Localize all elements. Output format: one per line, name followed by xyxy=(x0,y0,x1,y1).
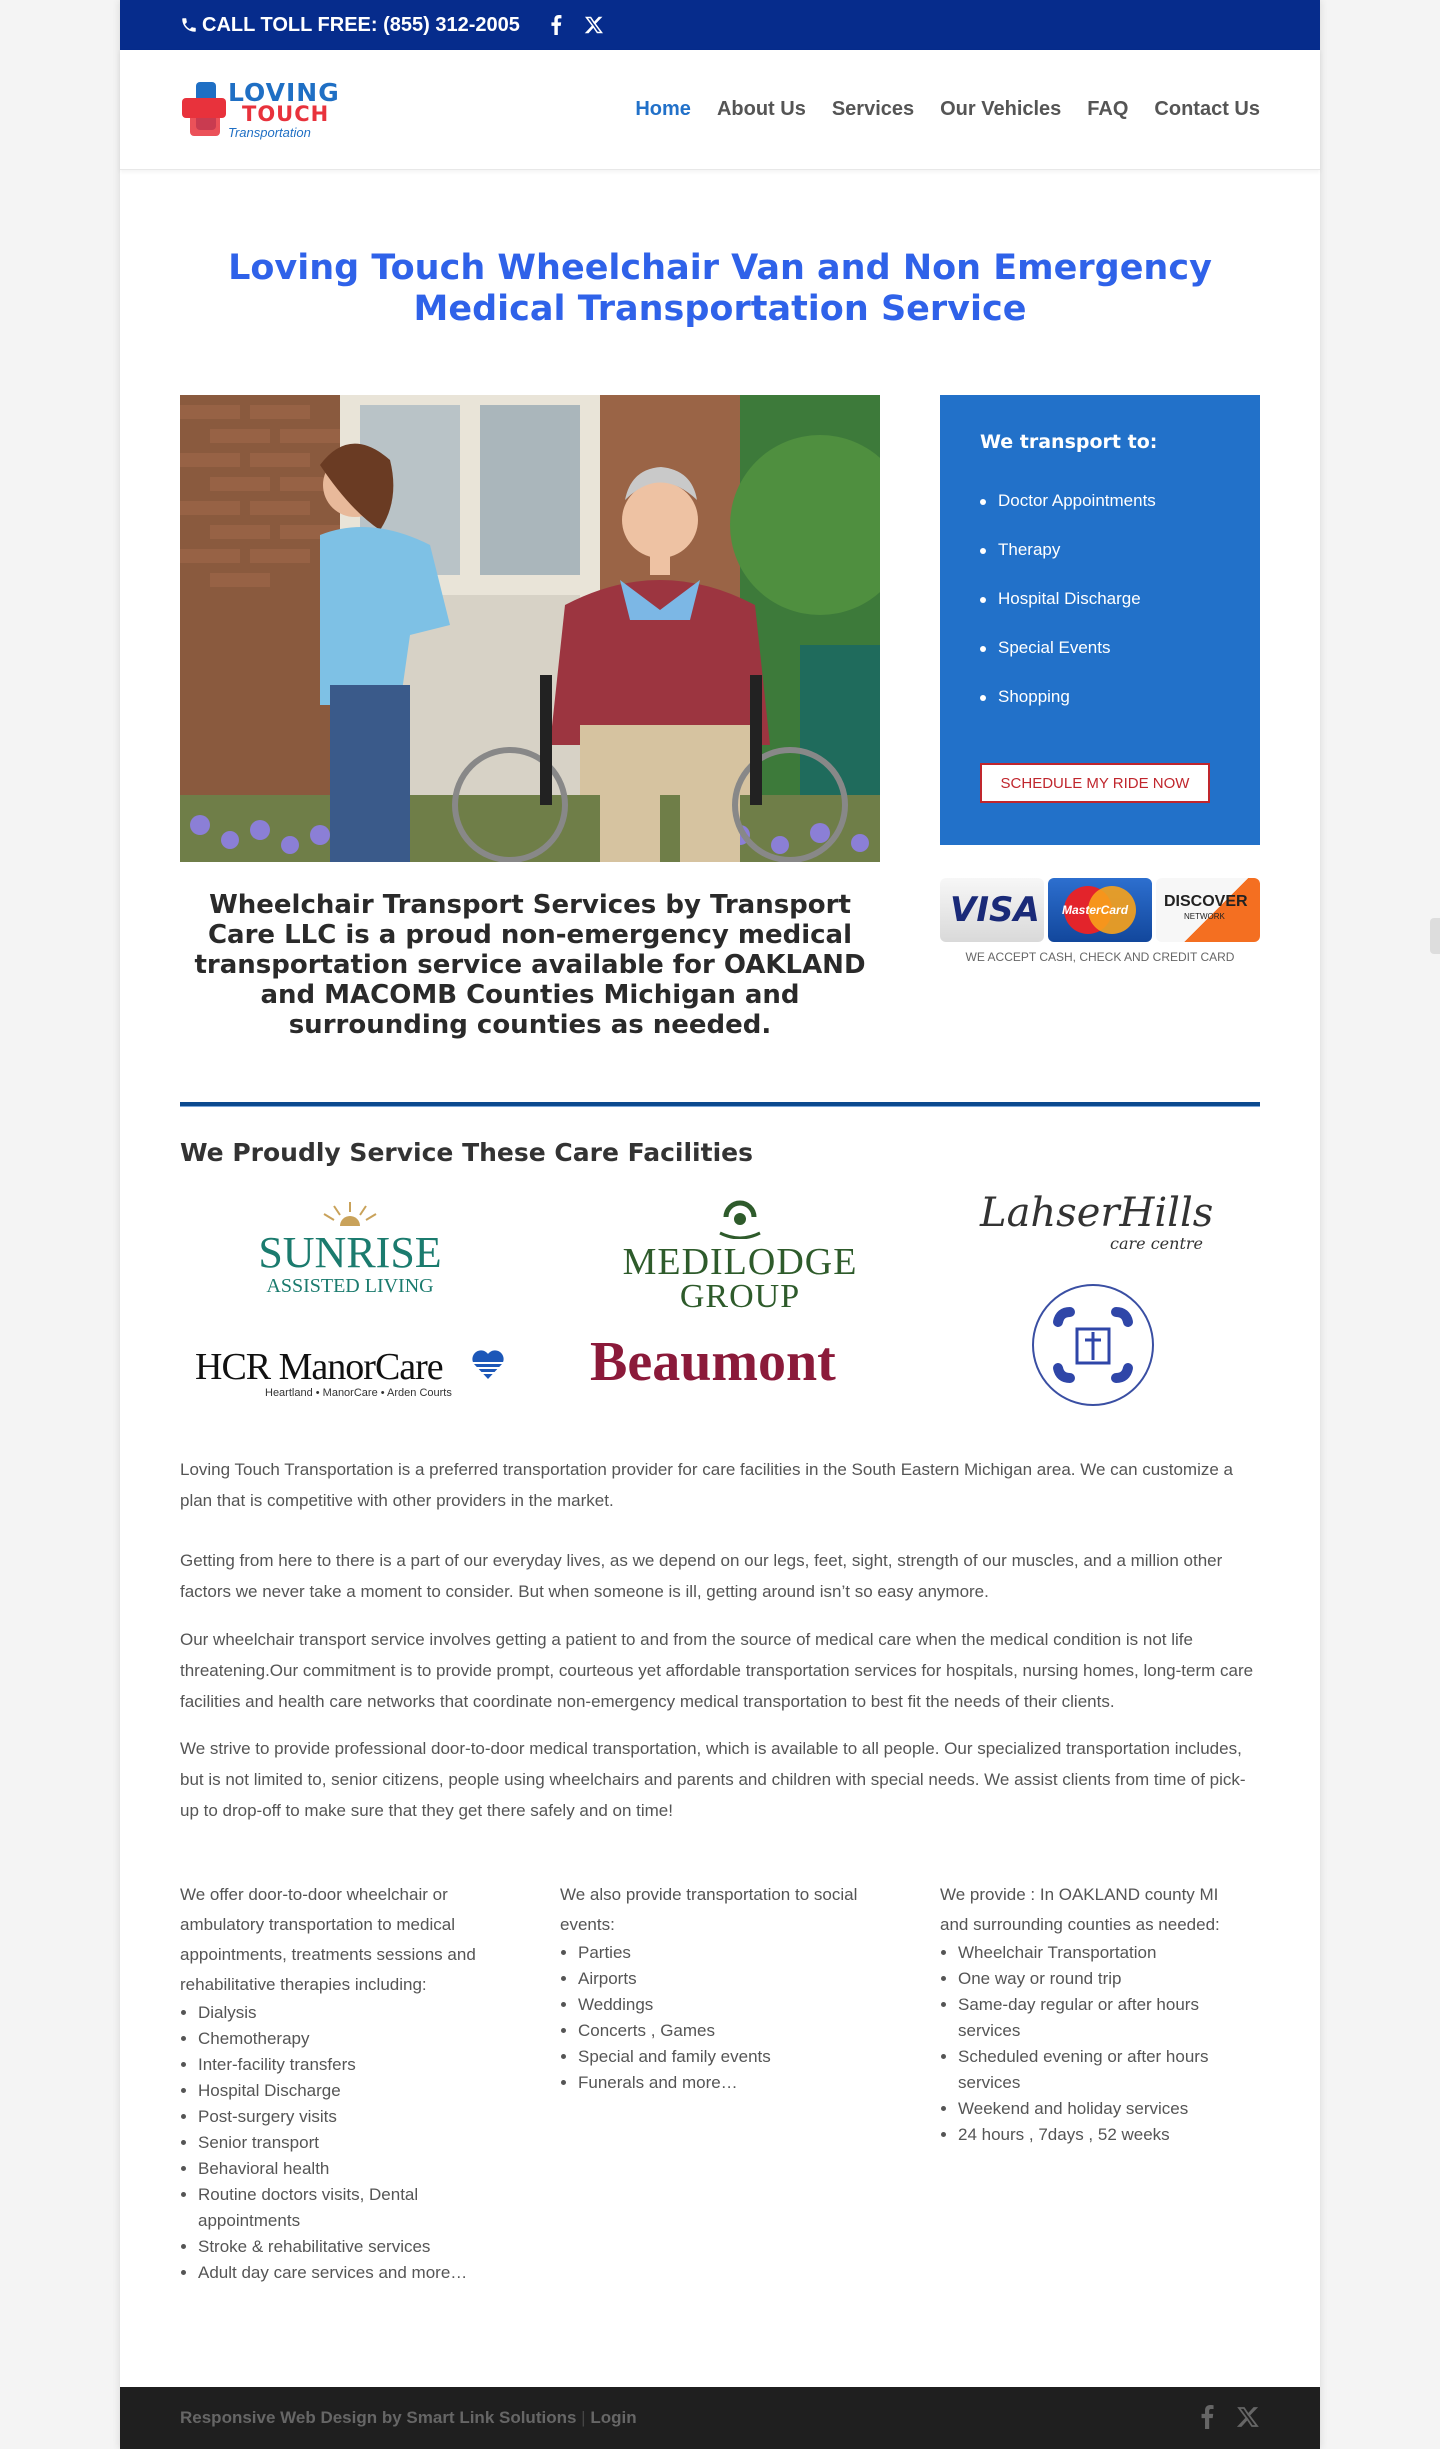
x-icon[interactable] xyxy=(1236,2405,1260,2429)
payment-note: WE ACCEPT CASH, CHECK AND CREDIT CARD xyxy=(965,950,1235,964)
lahser-sub: care centre xyxy=(1110,1234,1203,1253)
list-item: • Parties xyxy=(578,1940,870,1966)
nav-our-vehicles[interactable]: Our Vehicles xyxy=(940,98,1062,120)
beaumont-name: Beaumont xyxy=(590,1331,836,1393)
facebook-icon[interactable] xyxy=(550,15,562,35)
services-column-2 xyxy=(560,1880,870,2096)
list-item: • Hospital Discharge xyxy=(198,2078,490,2104)
list-item: • Senior transport xyxy=(198,2130,490,2156)
facilities-title: We Proudly Service These Care Facilities xyxy=(180,1138,753,1167)
discover-sub-label: NETWORK xyxy=(1184,912,1225,921)
hero-image xyxy=(180,395,880,862)
list-item: • Same-day regular or after hours services xyxy=(958,1992,1250,2044)
x-icon[interactable] xyxy=(584,15,604,35)
intro-heading: Wheelchair Transport Services by Transport Care LLC is a proud non-emergency medical transportation service available for OAKLAND and MACOMB Counties Michigan and surrounding counties as needed. xyxy=(194,890,866,1040)
topbar-social xyxy=(550,15,604,35)
list-item: • Chemotherapy xyxy=(198,2026,490,2052)
hcr-manorcare-logo xyxy=(195,1345,515,1405)
visa-card-logo xyxy=(940,878,1044,942)
logo-line-1: LOVING xyxy=(228,78,340,107)
paragraph-2: Getting from here to there is a part of our everyday lives, as we depend on our legs, feet, sight, strength of our muscles, and a million other factors we never take a moment to consider. But when someone is ill, getting around isn’t so easy anymore. xyxy=(180,1551,1223,1601)
nav-faq[interactable]: FAQ xyxy=(1087,98,1129,120)
footer-credit-link[interactable]: Responsive Web Design by Smart Link Solutions xyxy=(180,2408,577,2427)
site-footer xyxy=(120,2387,1320,2449)
list-item: • Wheelchair Transportation xyxy=(958,1940,1250,1966)
medilodge-logo xyxy=(600,1195,880,1315)
footer-separator: | xyxy=(581,2408,586,2427)
footer-credit xyxy=(180,2408,637,2428)
transport-item: Shopping xyxy=(980,687,1220,736)
footer-login-link[interactable]: Login xyxy=(590,2408,637,2427)
transport-heading: We transport to: xyxy=(980,431,1158,453)
medilodge-swirl-icon xyxy=(710,1195,770,1239)
church-care-center-logo xyxy=(1030,1282,1156,1408)
column-list xyxy=(560,1940,870,2096)
side-tab-handle[interactable] xyxy=(1430,918,1440,954)
paragraph-1: Loving Touch Transportation is a preferred transportation provider for care facilities in the South Eastern Michigan area. We can customize a plan that is competitive with other providers in the market. xyxy=(180,1460,1233,1510)
paragraph-3: Our wheelchair transport service involves getting a patient to and from the source of medical care when the medical condition is not life threatening.Our commitment is to provide prompt, courteous yet affordable transportation services for hospitals, nursing homes, long-term care facilities and health care networks that coordinate non-emergency medical transportation to best fit the needs of their clients. xyxy=(180,1630,1254,1711)
mastercard-logo xyxy=(1048,878,1152,942)
list-item: • Behavioral health xyxy=(198,2156,490,2182)
transport-item: Therapy xyxy=(980,540,1220,589)
list-item: • Stroke & rehabilitative services xyxy=(198,2234,490,2260)
transport-item: Doctor Appointments xyxy=(980,491,1220,540)
medilodge-sub: GROUP xyxy=(679,1278,801,1315)
services-column-3 xyxy=(940,1880,1250,2148)
logo-cross-icon xyxy=(182,80,228,140)
page xyxy=(120,0,1320,2449)
beaumont-logo xyxy=(590,1330,910,1400)
list-item: • Routine doctors visits, Dental appointments xyxy=(198,2182,490,2234)
transport-list xyxy=(980,491,1220,736)
list-item: • Post-surgery visits xyxy=(198,2104,490,2130)
column-intro: We also provide transportation to social events: xyxy=(560,1885,858,1934)
column-list xyxy=(940,1940,1250,2148)
list-item: • Weekend and holiday services xyxy=(958,2096,1250,2122)
nav-services[interactable]: Services xyxy=(831,98,915,120)
top-bar xyxy=(120,0,1320,50)
list-item: • Adult day care services and more… xyxy=(198,2260,490,2286)
hcr-sub: Heartland • ManorCare • Arden Courts xyxy=(265,1387,452,1399)
list-item: • Airports xyxy=(578,1966,870,1992)
column-intro: We offer door-to-door wheelchair or ambulatory transportation to medical appointments, treatments sessions and rehabilitative therapies including: xyxy=(180,1885,476,1994)
list-item: • Special and family events xyxy=(578,2044,870,2070)
sunrise-sub: ASSISTED LIVING xyxy=(266,1275,434,1297)
logo-line-3: Transportation xyxy=(228,125,311,140)
transport-box xyxy=(940,395,1260,845)
transport-item: Hospital Discharge xyxy=(980,589,1220,638)
list-item: • Weddings xyxy=(578,1992,870,2018)
list-item: • Dialysis xyxy=(198,2000,490,2026)
site-header xyxy=(120,50,1320,170)
sunrise-name: SUNRISE xyxy=(258,1228,442,1277)
medilodge-name: MEDILODGE xyxy=(622,1241,858,1283)
main-nav xyxy=(635,98,1260,121)
sunrise-logo xyxy=(250,1200,450,1300)
list-item: • Scheduled evening or after hours services xyxy=(958,2044,1250,2096)
paragraph-4: We strive to provide professional door-to-door medical transportation, which is available to all people. Our specialized transportation includes, but is not limited to, senior citizens, people using wheelchairs and parents and children with special needs. We assist clients from time of pick-up to drop-off to make sure that they get there safely and on time! xyxy=(180,1739,1246,1820)
visa-label: VISA xyxy=(950,890,1040,930)
discover-card-logo xyxy=(1156,878,1260,942)
list-item: • One way or round trip xyxy=(958,1966,1250,1992)
facebook-icon[interactable] xyxy=(1200,2405,1214,2429)
discover-label: DISCOVER xyxy=(1164,893,1248,910)
nav-about-us[interactable]: About Us xyxy=(716,98,806,120)
page-title: Loving Touch Wheelchair Van and Non Emergency Medical Transportation Service xyxy=(228,248,1212,329)
site-logo[interactable] xyxy=(182,78,340,142)
phone-label: CALL TOLL FREE: (855) 312-2005 xyxy=(202,13,520,36)
list-item: • 24 hours , 7days , 52 weeks xyxy=(958,2122,1250,2148)
footer-social xyxy=(1200,2405,1260,2429)
schedule-ride-button[interactable]: SCHEDULE MY RIDE NOW xyxy=(980,763,1210,803)
sun-icon xyxy=(320,1200,380,1226)
services-column-1 xyxy=(180,1880,490,2286)
section-divider xyxy=(180,1102,1260,1107)
hcr-name: HCR ManorCare xyxy=(195,1346,443,1388)
heart-icon xyxy=(471,1349,505,1381)
lahser-name: LahserHills xyxy=(980,1190,1214,1236)
column-intro: We provide : In OAKLAND county MI and surrounding counties as needed: xyxy=(940,1885,1220,1934)
logo-line-2: TOUCH xyxy=(242,102,330,126)
column-list xyxy=(180,2000,490,2286)
phone-link[interactable] xyxy=(180,14,520,37)
mastercard-label: MasterCard xyxy=(1062,903,1129,917)
list-item: • Concerts , Games xyxy=(578,2018,870,2044)
lahser-hills-logo xyxy=(980,1190,1214,1260)
phone-icon xyxy=(180,16,198,34)
list-item: • Inter-facility transfers xyxy=(198,2052,490,2078)
transport-item: Special Events xyxy=(980,638,1220,687)
nav-home[interactable]: Home xyxy=(635,98,691,120)
list-item: • Funerals and more… xyxy=(578,2070,870,2096)
credit-cards xyxy=(940,878,1260,942)
nav-contact-us[interactable]: Contact Us xyxy=(1154,98,1260,120)
